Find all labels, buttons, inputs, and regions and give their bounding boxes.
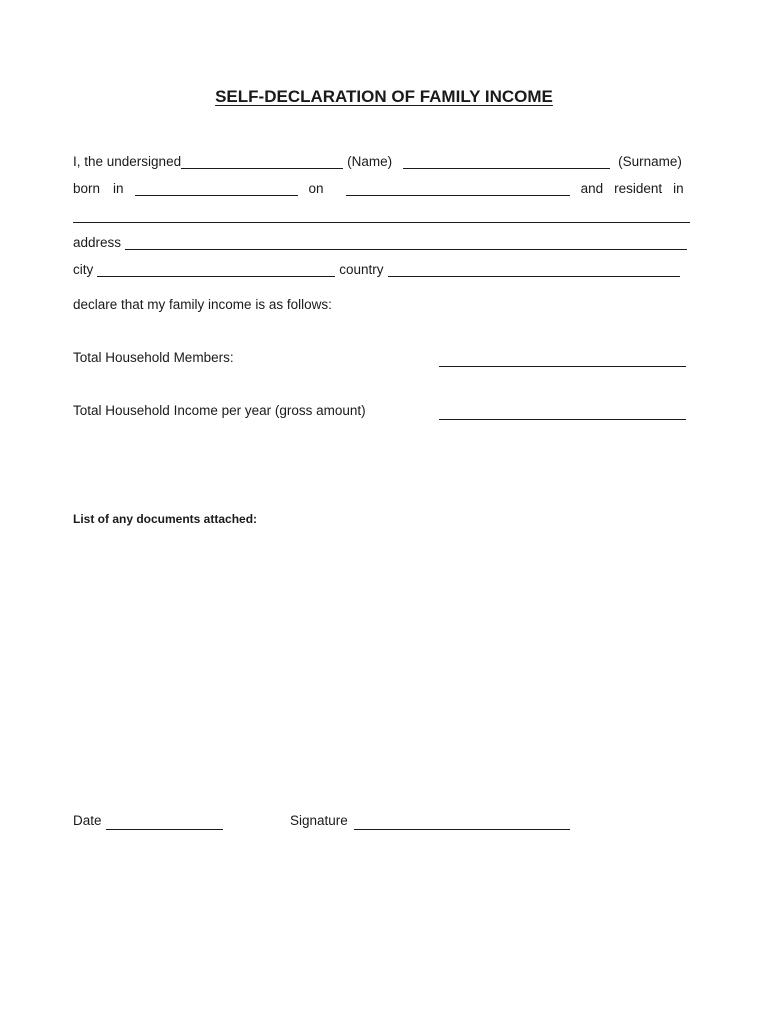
in-text-2: in bbox=[673, 181, 684, 196]
name-line bbox=[73, 152, 691, 172]
form-title: SELF-DECLARATION OF FAMILY INCOME bbox=[215, 87, 553, 106]
declare-text: declare that my family income is as follows: bbox=[73, 297, 332, 312]
undersigned-text: I, the undersigned bbox=[73, 154, 182, 169]
name-label: (Name) bbox=[347, 154, 393, 169]
income-field[interactable] bbox=[439, 404, 686, 420]
documents-label: List of any documents attached: bbox=[73, 512, 258, 526]
name-field[interactable] bbox=[181, 153, 343, 169]
country-label: country bbox=[339, 262, 384, 277]
surname-field[interactable] bbox=[403, 153, 610, 169]
in-text: in bbox=[113, 181, 124, 196]
address-line bbox=[73, 233, 691, 253]
birthdate-field[interactable] bbox=[346, 180, 570, 196]
residence-line bbox=[73, 206, 691, 226]
country-field[interactable] bbox=[388, 261, 680, 277]
date-field[interactable] bbox=[106, 814, 223, 830]
signature-field[interactable] bbox=[354, 814, 570, 830]
address-label: address bbox=[73, 235, 122, 250]
city-country-line bbox=[73, 260, 691, 280]
on-text: on bbox=[308, 181, 324, 196]
income-label: Total Household Income per year (gross amount) bbox=[73, 403, 366, 418]
members-label: Total Household Members: bbox=[73, 350, 234, 365]
birthplace-field[interactable] bbox=[135, 180, 298, 196]
members-field[interactable] bbox=[439, 351, 686, 367]
address-field[interactable] bbox=[125, 234, 687, 250]
signature-label: Signature bbox=[290, 813, 348, 828]
date-label: Date bbox=[73, 813, 102, 828]
surname-label: (Surname) bbox=[618, 154, 682, 169]
and-text: and bbox=[580, 181, 604, 196]
city-field[interactable] bbox=[97, 261, 335, 277]
birth-line bbox=[73, 179, 691, 199]
resident-text: resident bbox=[614, 181, 663, 196]
born-text: born bbox=[73, 181, 101, 196]
city-label: city bbox=[73, 262, 94, 277]
residence-field[interactable] bbox=[73, 207, 690, 223]
